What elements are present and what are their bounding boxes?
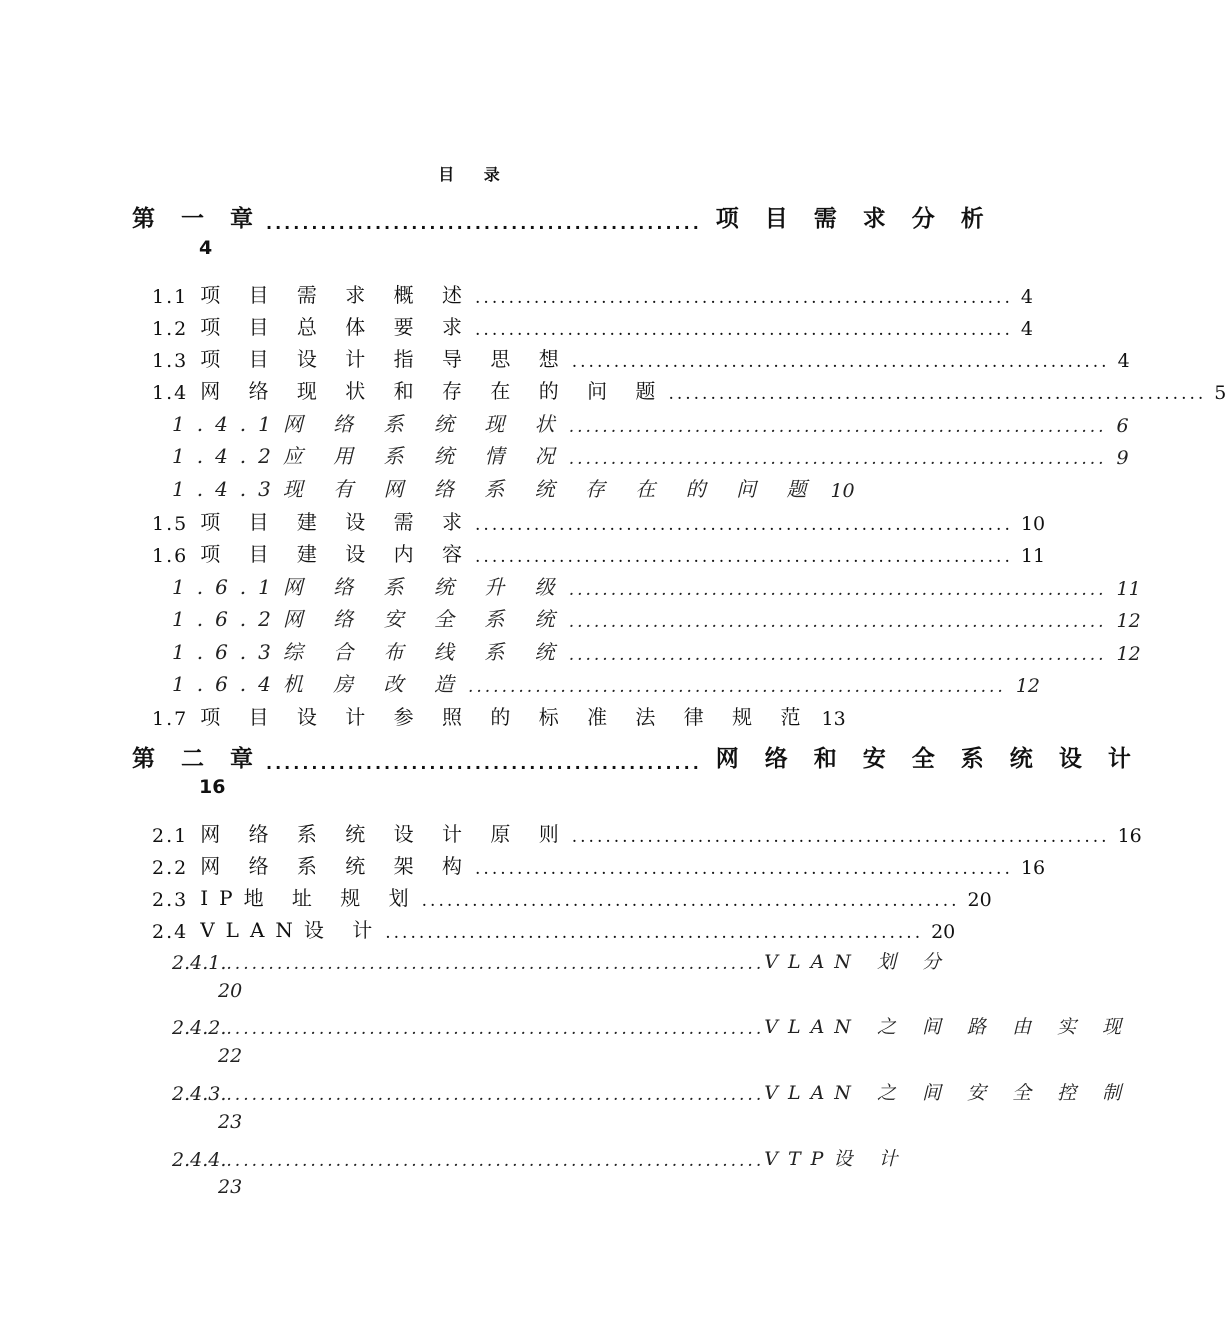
toc-entry-1-3[interactable]	[152, 343, 1130, 372]
leader-dots: ................................................................	[571, 827, 1110, 847]
toc-entry-1-4-3[interactable]	[172, 473, 855, 502]
leader-dots: ................................................................	[467, 677, 1006, 697]
entry-2-4-2-page-number: 22	[218, 1045, 243, 1067]
page-number: 5	[1214, 382, 1226, 404]
page-number: 10	[1020, 513, 1046, 535]
entry-title: 网 络 系 统 架 构	[200, 854, 474, 878]
leader-dots: ................................................................	[226, 1019, 765, 1039]
toc-entry-1-4-2[interactable]	[172, 440, 1129, 469]
page-number: 20	[967, 889, 992, 911]
entry-title: 1.6.2网 络 安 全 系 统	[172, 607, 567, 631]
page-number: 16	[1020, 857, 1046, 879]
toc-entry-1-7[interactable]	[152, 701, 846, 730]
chapter-title: 项 目 需 求 分 析	[715, 206, 993, 232]
entry-title: 1.6.3综 合 布 线 系 统	[172, 640, 567, 664]
entry-title: 1.6.1网 络 系 统 升 级	[172, 575, 567, 599]
entry-title: VLAN 之 间 路 由 实 现	[764, 1016, 1132, 1038]
page-number: 13	[821, 708, 846, 730]
entry-number: 1.5	[152, 513, 189, 535]
leader-dots: ................................................................	[226, 1085, 765, 1105]
entry-number: 1.3	[152, 350, 189, 372]
entry-2-4-4-page-number: 23	[218, 1176, 243, 1198]
entry-title: 项 目 建 设 需 求	[200, 510, 474, 534]
entry-title: 项 目 总 体 要 求	[200, 315, 474, 339]
entry-number: 2.4.4.	[172, 1149, 227, 1171]
leader-dots: ................................................................	[475, 288, 1013, 308]
leader-dots: ................................................................	[668, 384, 1207, 404]
toc-entry-2-4-4[interactable]	[172, 1144, 908, 1171]
entry-title: VLAN 划 分	[764, 951, 951, 973]
page-number: 11	[1116, 578, 1141, 600]
page-number: 12	[1116, 643, 1141, 665]
entry-title: 1.4.3现 有 网 络 系 统 存 在 的 问 题	[172, 477, 819, 501]
toc-entry-1-5[interactable]	[152, 506, 1046, 535]
page-number: 20	[931, 921, 956, 943]
toc-entry-2-4-3[interactable]	[172, 1078, 1132, 1105]
entry-number: 2.4.3.	[172, 1083, 227, 1105]
chapter-2-page-number: 16	[199, 776, 226, 798]
toc-entry-1-6-3[interactable]	[172, 636, 1141, 665]
entry-number: 1.1	[152, 286, 189, 308]
toc-entry-1-4[interactable]	[152, 375, 1226, 404]
page-number: 12	[1015, 675, 1040, 697]
entry-number: 2.1	[152, 825, 189, 847]
leader-dots: ................................................................	[475, 859, 1013, 879]
entry-title: VLAN设 计	[200, 918, 384, 942]
toc-entry-1-6[interactable]	[152, 538, 1046, 567]
leader-dots: ................................................................	[421, 891, 960, 911]
entry-title: 项 目 需 求 概 述	[200, 283, 474, 307]
toc-entry-1-4-1[interactable]	[172, 408, 1129, 437]
entry-title: VTP设 计	[764, 1148, 908, 1170]
entry-number: 2.4	[152, 921, 189, 943]
entry-number: 1.2	[152, 318, 189, 340]
leader-dots: ................................................................	[475, 547, 1013, 567]
toc-entry-1-2[interactable]	[152, 311, 1033, 340]
toc-entry-2-4-2[interactable]	[172, 1012, 1132, 1039]
page-number: 4	[1020, 286, 1033, 308]
leader-dots: ................................................................	[568, 580, 1107, 600]
entry-2-4-1-page-number: 20	[218, 980, 243, 1002]
entry-title: 项 目 设 计 参 照 的 标 准 法 律 规 范	[200, 705, 812, 729]
leader-dots: ................................................................	[385, 923, 924, 943]
entry-number: 1.7	[152, 708, 189, 730]
entry-title: 1.4.1网 络 系 统 现 状	[172, 412, 567, 436]
toc-entry-1-6-1[interactable]	[172, 571, 1141, 600]
entry-title: VLAN 之 间 安 全 控 制	[764, 1082, 1132, 1104]
entry-number: 2.2	[152, 857, 189, 879]
toc-chapter-2[interactable]	[132, 740, 1140, 773]
page-number: 10	[830, 480, 855, 502]
entry-title: IP地 址 规 划	[200, 886, 420, 910]
leader-dots: ................................................................	[226, 954, 765, 974]
toc-title: 目 录	[438, 165, 512, 184]
entry-number: 1.6	[152, 545, 189, 567]
page-number: 12	[1116, 610, 1141, 632]
entry-number: 2.3	[152, 889, 189, 911]
leader-dots: ................................................................	[568, 612, 1107, 632]
entry-title: 1.6.4机 房 改 造	[172, 672, 466, 696]
entry-title: 网 络 系 统 设 计 原 则	[200, 822, 570, 846]
entry-title: 网 络 现 状 和 存 在 的 问 题	[200, 379, 667, 403]
entry-number: 1.4	[152, 382, 189, 404]
leader-dots: ................................................................	[475, 320, 1013, 340]
page-number: 11	[1020, 545, 1046, 567]
leader-dots: ................................................................	[568, 449, 1107, 469]
entry-title: 1.4.2应 用 系 统 情 况	[172, 444, 567, 468]
toc-entry-1-6-4[interactable]	[172, 668, 1040, 697]
chapter-label: 第 二 章	[132, 746, 263, 772]
leader-dots: ................................................................	[475, 515, 1013, 535]
toc-entry-2-4-1[interactable]	[172, 947, 951, 974]
leader-dots: ................................................................	[571, 352, 1110, 372]
page-number: 4	[1020, 318, 1033, 340]
leader-dots: ................................................................	[226, 1151, 765, 1171]
page-number: 16	[1117, 825, 1142, 847]
leader-dots: ................................................	[266, 754, 702, 773]
entry-title: 项 目 建 设 内 容	[200, 542, 474, 566]
leader-dots: ................................................	[266, 214, 702, 233]
page-number: 9	[1116, 447, 1129, 469]
chapter-1-page-number: 4	[199, 237, 213, 259]
toc-entry-2-1[interactable]	[152, 818, 1142, 847]
leader-dots: ................................................................	[568, 417, 1107, 437]
chapter-title: 网 络 和 安 全 系 统 设 计	[715, 746, 1140, 772]
toc-entry-1-1[interactable]	[152, 279, 1033, 308]
toc-entry-2-3[interactable]	[152, 882, 992, 911]
entry-number: 2.4.2.	[172, 1017, 227, 1039]
toc-entry-1-6-2[interactable]	[172, 603, 1141, 632]
entry-number: 2.4.1.	[172, 952, 227, 974]
toc-entry-2-2[interactable]	[152, 850, 1046, 879]
page-number: 4	[1117, 350, 1130, 372]
page-number: 6	[1116, 415, 1129, 437]
entry-2-4-3-page-number: 23	[218, 1111, 243, 1133]
chapter-label: 第 一 章	[132, 206, 263, 232]
toc-chapter-1[interactable]	[132, 200, 993, 233]
leader-dots: ................................................................	[568, 645, 1107, 665]
toc-entry-2-4[interactable]	[152, 914, 956, 943]
entry-title: 项 目 设 计 指 导 思 想	[200, 347, 570, 371]
